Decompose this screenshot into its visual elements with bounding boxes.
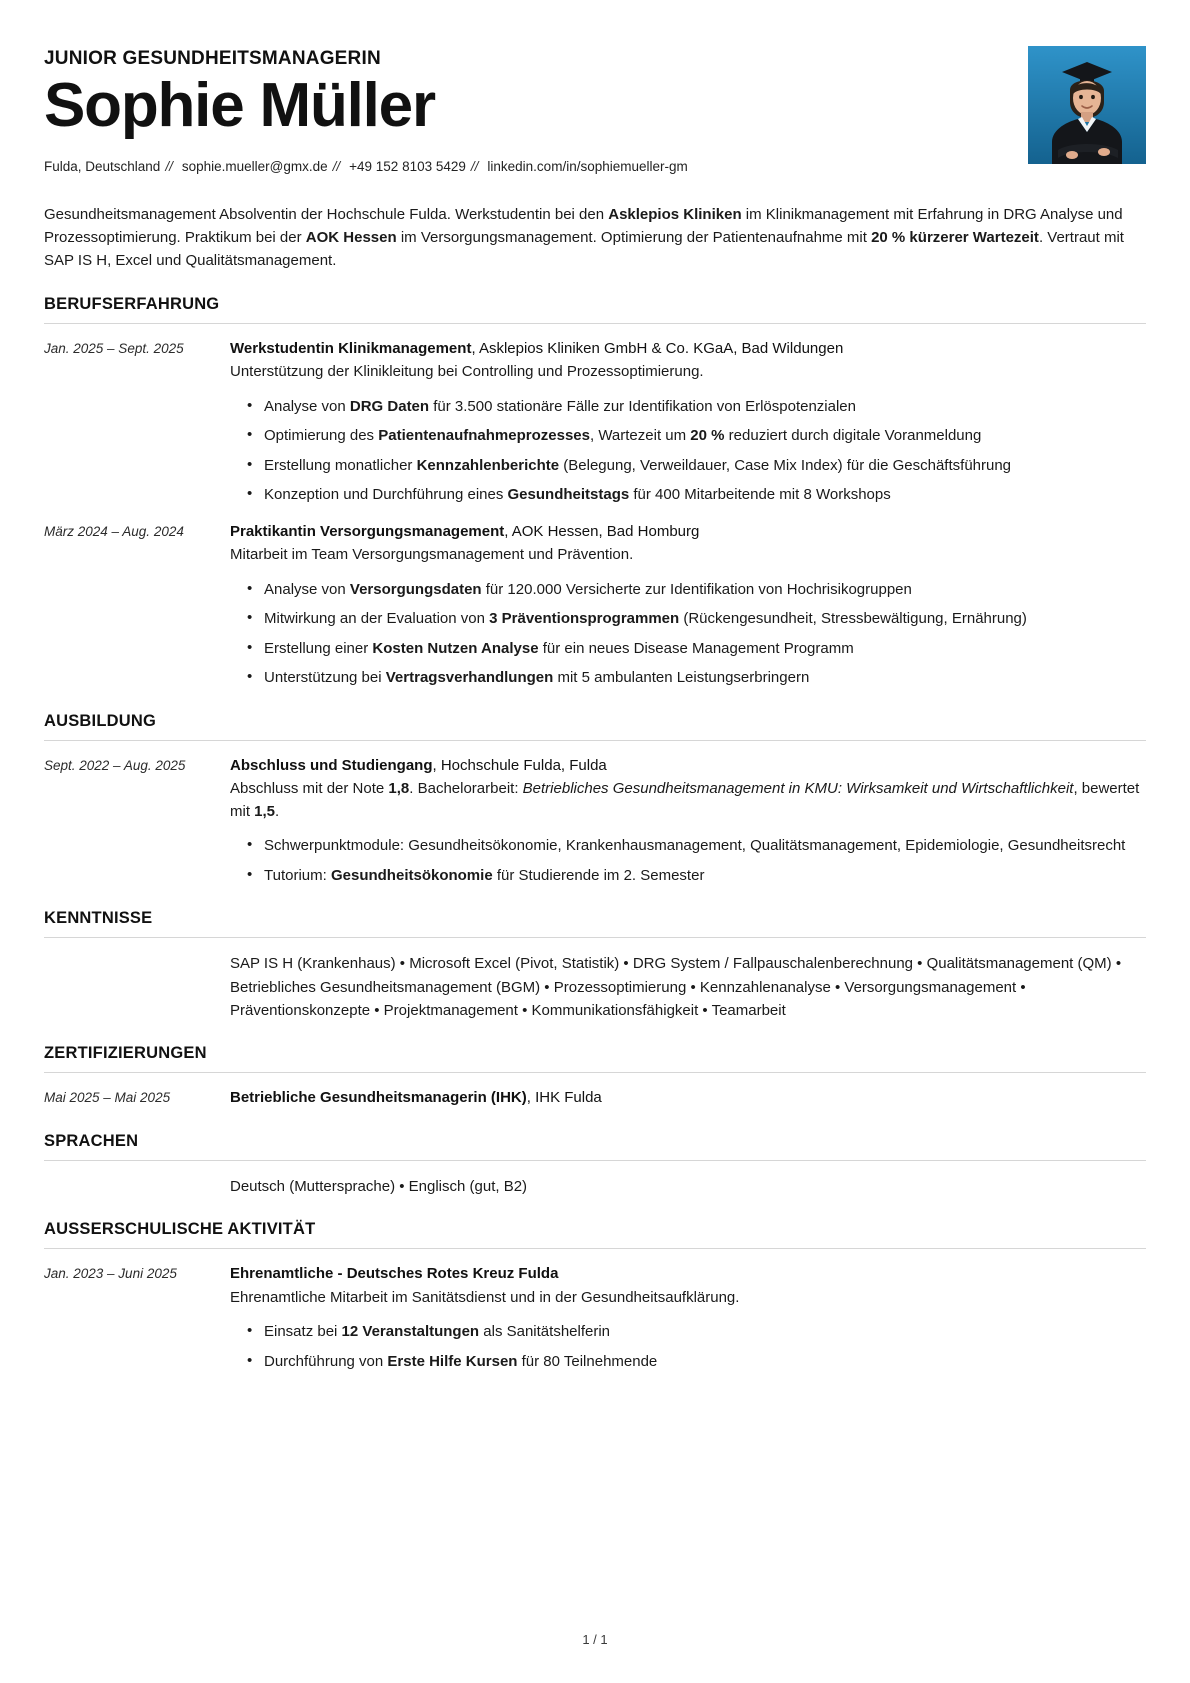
entry-role: Werkstudentin Klinikmanagement: [230, 339, 472, 357]
resume-header: [44, 44, 1146, 177]
section-languages: [44, 1132, 1146, 1198]
entry-description: Mitarbeit im Team Versorgungsmanagement und Prävention.: [230, 546, 634, 564]
page-indicator: 1 / 1: [582, 1632, 608, 1647]
bullet-text-post: für ein neues Disease Management Programm: [538, 639, 854, 657]
bullet-text-post: (Rückengesundheit, Stressbewältigung, Ernährung): [679, 610, 1027, 628]
section-title-languages: SPRACHEN: [44, 1132, 1146, 1161]
bullet-text-pre: Erstellung monatlicher: [264, 456, 417, 474]
entry-description: [230, 778, 1146, 823]
bullet-text-pre: Tutorium:: [264, 866, 331, 884]
bullet-text-bold: Versorgungsdaten: [349, 580, 482, 598]
contact-line: [44, 158, 1008, 177]
bullet-text-pre: Optimierung des: [264, 427, 379, 445]
entry-bullet-list: [230, 1321, 1146, 1373]
thesis-grade-label: , bewertet mit: [230, 780, 1140, 820]
summary-part-2: im Klinikmanagement mit Erfahrung in DRG Analyse und Prozessoptimierung. Praktikum bei der: [44, 205, 1123, 247]
contact-separator-2: //: [332, 158, 341, 174]
contact-linkedin[interactable]: linkedin.com/in/sophiemueller-gm: [487, 158, 688, 174]
experience-entry: [44, 338, 1146, 507]
entry-date: Sept. 2022 – Aug. 2025: [44, 757, 186, 773]
header-text-block: [44, 44, 1008, 177]
summary-part-3: im Versorgungsmanagement. Optimierung der Patientenaufnahme mit: [396, 229, 872, 247]
languages-block: [44, 1175, 1146, 1198]
entry-heading: [230, 1263, 1146, 1286]
list-item: [264, 608, 1146, 631]
entry-date: Jan. 2025 – Sept. 2025: [44, 340, 184, 356]
certification-entry: [44, 1087, 1146, 1110]
list-item: [264, 455, 1146, 478]
bullet-text-post: für Studierende im 2. Semester: [492, 866, 705, 884]
list-item: [264, 396, 1146, 419]
certificate-name: Betriebliche Gesundheitsmanagerin (IHK): [230, 1089, 527, 1107]
grade-label: Abschluss mit der Note: [230, 780, 389, 798]
bullet-text-bold: Gesundheitstags: [507, 486, 630, 504]
list-item: [264, 484, 1146, 507]
job-title: JUNIOR GESUNDHEITSMANAGERIN: [44, 48, 381, 69]
skills-text: SAP IS H (Krankenhaus) • Microsoft Excel (Pivot, Statistik) • DRG System / Fallpauschalenberechnung • Qualitätsmanagement (QM) • Betriebliches Gesundheitsmanagement (BGM) • Prozessoptimierung • Kennzahlenanalyse • Versorgungsmanagement • Präventionskonzepte • Projektmanagement • Kommunikationsfähigkeit • Teamarbeit: [230, 955, 1122, 1020]
description-end: .: [275, 802, 280, 820]
section-title-experience: BERUFSERFAHRUNG: [44, 295, 1146, 324]
bullet-text-bold: Vertragsverhandlungen: [385, 669, 554, 687]
bullet-text-post: für 400 Mitarbeitende mit 8 Workshops: [629, 486, 891, 504]
contact-email[interactable]: sophie.mueller@gmx.de: [181, 158, 328, 174]
entry-date: Mai 2025 – Mai 2025: [44, 1090, 171, 1106]
thesis-grade-value: 1,5: [254, 802, 276, 820]
summary-bold-2: AOK Hessen: [305, 229, 397, 247]
bullet-text-pre: Konzeption und Durchführung eines: [264, 486, 508, 504]
list-item: [264, 865, 1146, 888]
bullet-text-post: mit 5 ambulanten Leistungserbringern: [553, 669, 810, 687]
summary-bold-1: Asklepios Kliniken: [608, 205, 742, 223]
entry-description: Unterstützung der Klinikleitung bei Controlling und Prozessoptimierung.: [230, 363, 704, 381]
summary-bold-3: 20 % kürzerer Wartezeit: [871, 229, 1039, 247]
list-item: [264, 425, 1146, 448]
entry-bullet-list: [230, 835, 1146, 887]
bullet-text-pre: Analyse von: [264, 580, 350, 598]
bullet-text-pre: Analyse von: [264, 397, 350, 415]
bullet-text-bold: Patientenaufnahmeprozesses: [378, 427, 590, 445]
thesis-title: Betriebliches Gesundheitsmanagement in KMU: Wirksamkeit und Wirtschaftlichkeit: [522, 780, 1074, 798]
entry-body: [230, 1263, 1146, 1373]
list-item: [264, 579, 1146, 602]
contact-separator-1: //: [165, 158, 173, 174]
languages-text: Deutsch (Muttersprache) • Englisch (gut, B2): [230, 1177, 528, 1195]
list-item: [264, 835, 1146, 858]
section-education: [44, 712, 1146, 888]
bullet-text-bold-2: 20 %: [690, 427, 725, 445]
bullet-text-pre: Mitwirkung an der Evaluation von: [264, 610, 490, 628]
bullet-text-bold: Kennzahlenberichte: [416, 456, 560, 474]
entry-heading: [230, 521, 1146, 544]
entry-bullet-list: [230, 579, 1146, 690]
entry-body: [230, 338, 1146, 507]
list-item: [264, 1321, 1146, 1344]
experience-entry: [44, 521, 1146, 690]
entry-heading: [230, 755, 1146, 778]
entry-body: [230, 521, 1146, 690]
bullet-text-bold: 3 Präventionsprogrammen: [489, 610, 680, 628]
bullet-text-post: als Sanitätshelferin: [479, 1323, 611, 1341]
bullet-text-post: , Wartezeit um: [589, 427, 691, 445]
bullet-text-bold: Erste Hilfe Kursen: [387, 1352, 518, 1370]
bullet-text-pre: Erstellung einer: [264, 639, 373, 657]
bullet-text-post: für 80 Teilnehmende: [517, 1352, 658, 1370]
section-title-activities: AUSSERSCHULISCHE AKTIVITÄT: [44, 1220, 1146, 1249]
entry-company: , Asklepios Kliniken GmbH & Co. KGaA, Bad Wildungen: [471, 339, 844, 357]
summary-part-4: . Vertraut mit SAP IS H, Excel und Qualitätsmanagement.: [44, 229, 1124, 270]
entry-bullet-list: [230, 396, 1146, 507]
entry-degree: Abschluss und Studiengang: [230, 756, 433, 774]
bullet-text-pre: Durchführung von: [264, 1352, 388, 1370]
section-certifications: [44, 1044, 1146, 1110]
entry-institution: , Hochschule Fulda, Fulda: [432, 756, 607, 774]
professional-summary: [44, 203, 1146, 273]
summary-part-1: Gesundheitsmanagement Absolventin der Hochschule Fulda. Werkstudentin bei den: [44, 205, 609, 223]
bullet-text-pre: Einsatz bei: [264, 1323, 342, 1341]
list-item: [264, 1351, 1146, 1374]
activity-role: Ehrenamtliche - Deutsches Rotes Kreuz Fulda: [230, 1265, 559, 1283]
section-title-certifications: ZERTIFIZIERUNGEN: [44, 1044, 1146, 1073]
bullet-text-post: für 120.000 Versicherte zur Identifikation von Hochrisikogruppen: [481, 580, 912, 598]
section-skills: [44, 909, 1146, 1022]
thesis-label: . Bachelorarbeit:: [409, 780, 523, 798]
bullet-text-bold: DRG Daten: [349, 397, 430, 415]
entry-description: Ehrenamtliche Mitarbeit im Sanitätsdienst und in der Gesundheitsaufklärung.: [230, 1288, 740, 1306]
entry-body: [230, 755, 1146, 888]
contact-separator-3: //: [470, 158, 479, 174]
bullet-text-bold: Gesundheitsökonomie: [330, 866, 493, 884]
education-entry: [44, 755, 1146, 888]
avatar: [1028, 46, 1146, 164]
grade-value: 1,8: [388, 780, 410, 798]
section-experience: [44, 295, 1146, 690]
entry-company: , AOK Hessen, Bad Homburg: [504, 522, 700, 540]
entry-date: Jan. 2023 – Juni 2025: [44, 1266, 177, 1282]
bullet-text-bold: 12 Veranstaltungen: [341, 1323, 480, 1341]
entry-role: Praktikantin Versorgungsmanagement: [230, 522, 505, 540]
bullet-text-pre: Schwerpunktmodule: Gesundheitsökonomie, Krankenhausmanagement, Qualitätsmanagement, Epidemiologie, Gesundheitsrecht: [264, 837, 1126, 855]
portrait-photo-icon: [1028, 46, 1146, 164]
certificate-issuer: , IHK Fulda: [526, 1089, 602, 1107]
activity-entry: [44, 1263, 1146, 1373]
section-activities: [44, 1220, 1146, 1373]
candidate-name: Sophie Müller: [44, 70, 435, 140]
list-item: [264, 667, 1146, 690]
entry-heading: [230, 338, 1146, 361]
page-footer: [0, 1632, 1190, 1647]
skills-block: [44, 952, 1146, 1022]
section-title-education: AUSBILDUNG: [44, 712, 1146, 741]
section-title-skills: KENNTNISSE: [44, 909, 1146, 938]
entry-heading: [230, 1087, 1146, 1110]
contact-location: Fulda, Deutschland: [44, 158, 161, 174]
bullet-text-bold: Kosten Nutzen Analyse: [372, 639, 539, 657]
bullet-text-post: (Belegung, Verweildauer, Case Mix Index) für die Geschäftsführung: [559, 456, 1012, 474]
bullet-text-post: für 3.500 stationäre Fälle zur Identifikation von Erlöspotenzialen: [429, 397, 856, 415]
list-item: [264, 638, 1146, 661]
entry-date: März 2024 – Aug. 2024: [44, 523, 184, 539]
contact-phone[interactable]: +49 152 8103 5429: [349, 158, 466, 174]
bullet-text-post-2: reduziert durch digitale Voranmeldung: [724, 427, 982, 445]
bullet-text-pre: Unterstützung bei: [264, 669, 386, 687]
entry-body: [230, 1087, 1146, 1110]
